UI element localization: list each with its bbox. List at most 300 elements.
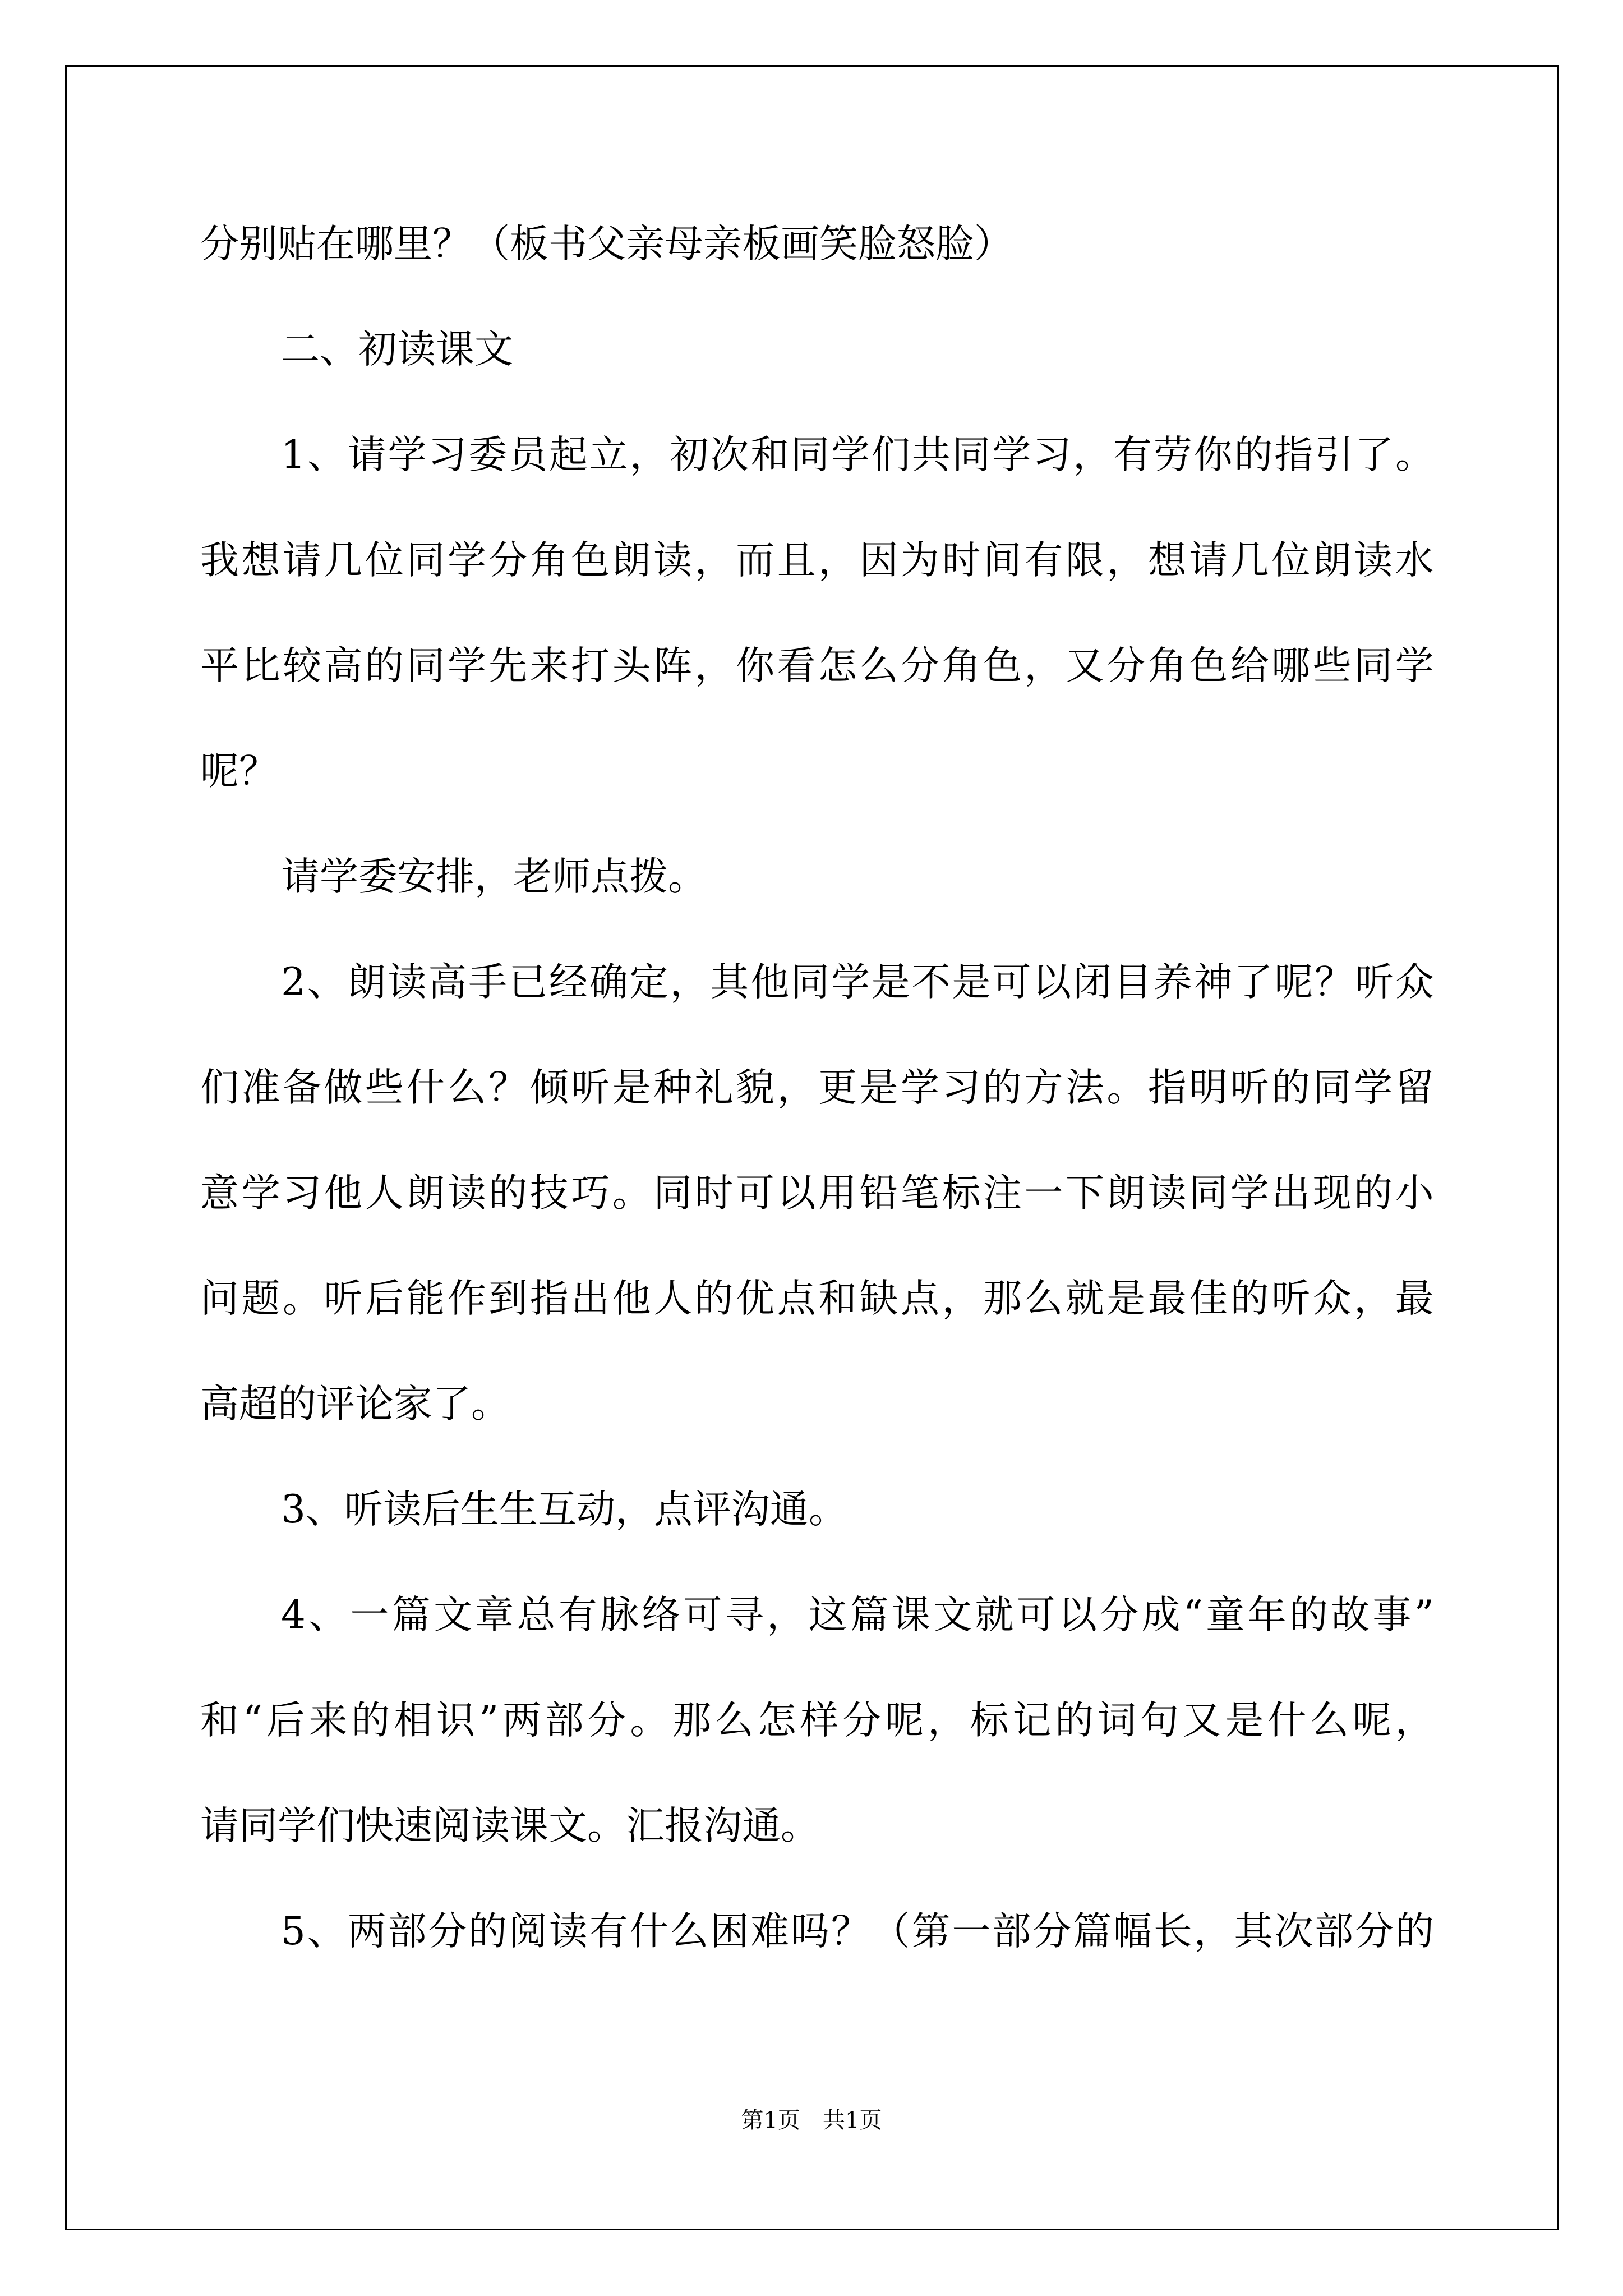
text-char: 1 — [281, 432, 306, 477]
text-char: 句 — [1140, 1698, 1179, 1743]
text-char: 时 — [694, 1171, 734, 1216]
text-char: 同 — [791, 432, 830, 477]
text-char: 读 — [653, 538, 693, 583]
text-char: 课 — [891, 1593, 930, 1637]
text-char: 标 — [942, 1171, 981, 1216]
text-char: 的 — [1271, 1065, 1311, 1110]
text-line: 呢？ — [200, 749, 278, 794]
text-char: 笔 — [900, 1171, 939, 1216]
text-char: 的 — [1055, 1698, 1094, 1743]
text-char: 童 — [1206, 1593, 1245, 1637]
text-char: 么 — [1310, 1698, 1349, 1743]
text-char: 呢 — [885, 1698, 924, 1743]
text-char: 手 — [468, 960, 508, 1005]
text-char: 起 — [548, 432, 588, 477]
text-char: 是 — [859, 1065, 898, 1110]
text-char: 词 — [1098, 1698, 1137, 1743]
text-char: 的 — [1289, 1593, 1328, 1637]
text-char: 听 — [571, 1065, 610, 1110]
text-char: ？ — [488, 1065, 528, 1110]
text-line — [200, 1903, 1434, 2009]
text-char: 问 — [200, 1276, 239, 1321]
text-char: 来 — [308, 1698, 348, 1743]
text-char: 难 — [750, 1909, 790, 1954]
text-char: 是 — [1225, 1698, 1264, 1743]
text-char: 两 — [347, 1909, 386, 1954]
text-char: 可 — [736, 1171, 775, 1216]
text-char: 经 — [548, 960, 588, 1005]
text-char: 听 — [324, 1276, 363, 1321]
text-char: 间 — [983, 538, 1022, 583]
text-char: 技 — [529, 1171, 569, 1216]
text-char: ， — [694, 538, 734, 583]
text-char: 一 — [952, 1909, 991, 1954]
text-char: 目 — [1113, 960, 1152, 1005]
text-char: 同 — [406, 643, 445, 688]
text-char: 先 — [488, 643, 528, 688]
text-char: 分 — [900, 643, 939, 688]
text-char: 他 — [612, 1276, 651, 1321]
text-char: 能 — [406, 1276, 445, 1321]
text-char: 有 — [1113, 432, 1152, 477]
text-char: 朗 — [347, 960, 386, 1005]
text-char: 而 — [736, 538, 775, 583]
text-char: 做 — [324, 1065, 363, 1110]
text-char: 分 — [842, 1698, 882, 1743]
text-char: 不 — [911, 960, 951, 1005]
text-char: ？ — [1315, 960, 1354, 1005]
text-char: 同 — [1189, 1171, 1228, 1216]
text-char: 指 — [1274, 432, 1313, 477]
text-char: 就 — [975, 1593, 1014, 1637]
text-char: ， — [927, 1698, 966, 1743]
text-char: 角 — [1147, 643, 1187, 688]
text-line — [200, 427, 1434, 532]
text-char: 礼 — [694, 1065, 734, 1110]
text-char: 高 — [324, 643, 363, 688]
text-char: 困 — [710, 1909, 749, 1954]
text-char: 学 — [900, 1065, 939, 1110]
text-char: ， — [629, 432, 668, 477]
text-char: 学 — [1354, 1065, 1393, 1110]
text-char: 且 — [777, 538, 816, 583]
text-char: 给 — [1230, 643, 1269, 688]
text-char: 最 — [1395, 1276, 1434, 1321]
document-body — [200, 216, 1434, 2009]
text-char: 的 — [365, 643, 404, 688]
text-char: 神 — [1193, 960, 1233, 1005]
text-line — [200, 954, 1434, 1060]
text-line — [200, 1587, 1434, 1692]
text-char: 下 — [1065, 1171, 1104, 1216]
text-char: 朗 — [1106, 1171, 1146, 1216]
text-char: 同 — [406, 538, 445, 583]
text-char: 的 — [1395, 1909, 1434, 1954]
text-char: 为 — [900, 538, 939, 583]
text-char: 哪 — [1271, 643, 1311, 688]
text-char: 因 — [859, 538, 898, 583]
text-char: 有 — [558, 1593, 597, 1637]
text-char: 是 — [871, 960, 910, 1005]
text-char: 以 — [1058, 1593, 1097, 1637]
text-char: 是 — [1106, 1276, 1146, 1321]
text-char: 的 — [1234, 432, 1273, 477]
text-char: 众 — [1395, 960, 1434, 1005]
text-char: ， — [942, 1276, 981, 1321]
text-char: 注 — [983, 1171, 1022, 1216]
text-char: 。 — [282, 1276, 321, 1321]
text-char: 一 — [1024, 1171, 1063, 1216]
text-char: 种 — [653, 1065, 693, 1110]
text-char: 读 — [1354, 538, 1393, 583]
text-char: 篇 — [1073, 1909, 1112, 1954]
text-char: 学 — [1395, 643, 1434, 688]
text-char: 佳 — [1189, 1276, 1228, 1321]
text-char: 相 — [394, 1698, 433, 1743]
text-char: 可 — [683, 1593, 722, 1637]
text-char: 。 — [1395, 432, 1434, 477]
text-char: 委 — [468, 432, 508, 477]
text-char: 分 — [587, 1698, 626, 1743]
text-line: 请同学们快速阅读课文。汇报沟通。 — [200, 1803, 819, 1848]
text-char: ， — [1354, 1276, 1393, 1321]
text-char: 记 — [1012, 1698, 1052, 1743]
text-char: 4 — [281, 1593, 306, 1637]
text-char: 头 — [612, 643, 651, 688]
text-char: 平 — [200, 643, 239, 688]
text-char: 留 — [1395, 1065, 1434, 1110]
text-char: 优 — [736, 1276, 775, 1321]
text-char: 朗 — [1312, 538, 1352, 583]
text-char: 分 — [428, 1909, 467, 1954]
text-char: 呢 — [1274, 960, 1313, 1005]
text-char: 人 — [365, 1171, 404, 1216]
text-line — [200, 1692, 1434, 1798]
text-char: 出 — [1271, 1171, 1311, 1216]
text-char: 习 — [942, 1065, 981, 1110]
text-char: 人 — [653, 1276, 693, 1321]
text-char: 、 — [307, 1909, 346, 1954]
text-char: 又 — [1065, 643, 1104, 688]
text-char: 的 — [1230, 1276, 1269, 1321]
text-char: 5 — [281, 1909, 306, 1954]
text-char: 可 — [1016, 1593, 1055, 1637]
text-char: 想 — [1147, 538, 1187, 583]
text-char: 事 — [1372, 1593, 1412, 1637]
text-char: 学 — [992, 432, 1031, 477]
text-char: ， — [767, 1593, 806, 1637]
text-char: 更 — [818, 1065, 857, 1110]
text-char: 的 — [983, 1065, 1022, 1110]
text-char: 指 — [1147, 1065, 1187, 1110]
text-char: 我 — [200, 538, 239, 583]
text-char: 了 — [1355, 432, 1394, 477]
text-char: 员 — [509, 432, 548, 477]
text-char: 又 — [1182, 1698, 1221, 1743]
text-char: 角 — [942, 643, 981, 688]
text-char: 你 — [1193, 432, 1233, 477]
text-char: 水 — [1395, 538, 1434, 583]
text-char: 络 — [642, 1593, 681, 1637]
text-char: 部 — [388, 1909, 427, 1954]
text-char: 么 — [1024, 1276, 1063, 1321]
text-char: 色 — [983, 643, 1022, 688]
text-char: 一 — [350, 1593, 389, 1637]
text-char: ， — [1106, 538, 1146, 583]
text-char: 的 — [694, 1276, 734, 1321]
text-char: 学 — [831, 432, 870, 477]
text-char: 请 — [282, 538, 321, 583]
text-char: 方 — [1024, 1065, 1063, 1110]
text-char: 小 — [1395, 1171, 1434, 1216]
text-char: 比 — [241, 643, 280, 688]
text-char: 读 — [1147, 1171, 1187, 1216]
text-char: ， — [1193, 1909, 1233, 1954]
text-char: 幅 — [1113, 1909, 1152, 1954]
text-char: 可 — [992, 960, 1031, 1005]
text-char: 后 — [365, 1276, 404, 1321]
text-char: 次 — [1274, 1909, 1313, 1954]
text-char: ” — [478, 1698, 499, 1743]
text-char: 后 — [266, 1698, 305, 1743]
text-line — [200, 1271, 1434, 1376]
text-char: 备 — [282, 1065, 321, 1110]
text-char: 他 — [324, 1171, 363, 1216]
text-char: 其 — [710, 960, 749, 1005]
text-char: 么 — [447, 1065, 486, 1110]
text-char: 指 — [529, 1276, 569, 1321]
text-line — [200, 1060, 1434, 1165]
text-line — [200, 532, 1434, 638]
text-char: 倾 — [529, 1065, 569, 1110]
text-char: 到 — [488, 1276, 528, 1321]
text-char: 学 — [388, 432, 427, 477]
text-char: 学 — [1230, 1171, 1269, 1216]
text-line: 分别贴在哪里？（板书父亲母亲板画笑脸怒脸） — [200, 222, 1013, 266]
text-char: （ — [871, 1909, 910, 1954]
text-line: 二、初读课文 — [281, 327, 513, 372]
text-char: 么 — [670, 1909, 709, 1954]
text-char: 部 — [545, 1698, 584, 1743]
text-char: 你 — [736, 643, 775, 688]
text-char: 位 — [1271, 538, 1311, 583]
text-char: 请 — [347, 432, 386, 477]
text-char: 长 — [1153, 1909, 1192, 1954]
text-char: 作 — [447, 1276, 486, 1321]
text-char: 初 — [670, 432, 709, 477]
text-char: 点 — [777, 1276, 816, 1321]
text-char: 篇 — [391, 1593, 431, 1637]
text-char: 些 — [1312, 643, 1352, 688]
text-char: 分 — [488, 538, 528, 583]
text-char: 什 — [1267, 1698, 1307, 1743]
text-char: 呢 — [1352, 1698, 1391, 1743]
text-char: ， — [1395, 1698, 1434, 1743]
text-char: 来 — [529, 643, 569, 688]
text-char: 那 — [983, 1276, 1022, 1321]
text-char: 共 — [911, 432, 951, 477]
text-char: 是 — [612, 1065, 651, 1110]
text-char: 年 — [1247, 1593, 1287, 1637]
text-char: 是 — [952, 960, 991, 1005]
text-char: ？ — [831, 1909, 870, 1954]
text-char: 法 — [1065, 1065, 1104, 1110]
text-char: 的 — [468, 1909, 508, 1954]
text-char: 点 — [900, 1276, 939, 1321]
text-char: 分 — [1106, 643, 1146, 688]
text-char: 就 — [1065, 1276, 1104, 1321]
text-char: 么 — [714, 1698, 754, 1743]
text-char: 有 — [589, 1909, 628, 1954]
text-char: 。 — [630, 1698, 669, 1743]
text-char: 学 — [831, 960, 870, 1005]
text-char: 众 — [1312, 1276, 1352, 1321]
text-char: 分 — [1355, 1909, 1394, 1954]
text-char: 的 — [351, 1698, 390, 1743]
text-char: 习 — [1032, 432, 1072, 477]
text-char: 习 — [428, 432, 467, 477]
text-char: 们 — [200, 1065, 239, 1110]
text-char: ， — [670, 960, 709, 1005]
text-char: 的 — [488, 1171, 528, 1216]
text-char: 读 — [548, 1909, 588, 1954]
text-char: “ — [1183, 1593, 1204, 1637]
text-char: 习 — [282, 1171, 321, 1216]
text-char: 那 — [672, 1698, 712, 1743]
text-char: 文 — [433, 1593, 472, 1637]
text-char: 。 — [1106, 1065, 1146, 1110]
text-char: 意 — [200, 1171, 239, 1216]
text-char: 们 — [871, 432, 910, 477]
text-char: 准 — [241, 1065, 280, 1110]
text-char: 同 — [653, 1171, 693, 1216]
page-footer: 第1页 共1页 — [741, 2108, 882, 2133]
text-char: 样 — [800, 1698, 839, 1743]
text-line: 3、听读后生生互动，点评沟通。 — [281, 1487, 847, 1532]
text-char: 怎 — [757, 1698, 796, 1743]
text-char: 、 — [308, 1593, 348, 1637]
text-char: 立 — [589, 432, 628, 477]
text-char: 2 — [281, 960, 306, 1005]
text-char: 阅 — [509, 1909, 548, 1954]
text-char: 几 — [1230, 538, 1269, 583]
text-char: 故 — [1331, 1593, 1370, 1637]
text-char: 识 — [436, 1698, 476, 1743]
text-char: 两 — [502, 1698, 541, 1743]
text-char: ， — [694, 643, 734, 688]
text-char: ， — [1024, 643, 1063, 688]
text-char: 定 — [629, 960, 668, 1005]
text-char: 以 — [777, 1171, 816, 1216]
text-char: 标 — [970, 1698, 1009, 1743]
text-char: 和 — [750, 432, 790, 477]
text-char: 色 — [571, 538, 610, 583]
text-char: 学 — [447, 643, 486, 688]
text-line — [200, 638, 1434, 743]
text-char: 寻 — [725, 1593, 764, 1637]
text-char: 色 — [1189, 643, 1228, 688]
text-char: 章 — [475, 1593, 514, 1637]
text-char: 和 — [818, 1276, 857, 1321]
text-char: 篇 — [850, 1593, 889, 1637]
text-char: 学 — [241, 1171, 280, 1216]
text-char: 么 — [859, 643, 898, 688]
text-char: 听 — [1230, 1065, 1269, 1110]
text-char: ， — [818, 538, 857, 583]
text-char: 貌 — [736, 1065, 775, 1110]
text-line — [200, 1165, 1434, 1271]
text-char: 读 — [447, 1171, 486, 1216]
text-char: 这 — [808, 1593, 847, 1637]
text-char: 。 — [612, 1171, 651, 1216]
text-char: 几 — [324, 538, 363, 583]
text-char: 出 — [571, 1276, 610, 1321]
text-char: 巧 — [571, 1171, 610, 1216]
text-char: 限 — [1065, 538, 1104, 583]
text-char: 同 — [791, 960, 830, 1005]
text-char: 读 — [388, 960, 427, 1005]
text-char: 同 — [1312, 1065, 1352, 1110]
text-char: 朗 — [612, 538, 651, 583]
text-char: 养 — [1153, 960, 1192, 1005]
text-char: 确 — [589, 960, 628, 1005]
text-char: 题 — [241, 1276, 280, 1321]
text-char: 位 — [365, 538, 404, 583]
text-char: 打 — [571, 643, 610, 688]
text-char: 了 — [1234, 960, 1273, 1005]
text-char: 脉 — [600, 1593, 639, 1637]
text-char: 想 — [241, 538, 280, 583]
text-char: 同 — [1354, 643, 1393, 688]
text-char: 已 — [509, 960, 548, 1005]
text-char: ” — [1414, 1593, 1434, 1637]
text-char: 高 — [428, 960, 467, 1005]
text-char: 有 — [1024, 538, 1063, 583]
text-char: 部 — [1315, 1909, 1354, 1954]
text-char: 同 — [952, 432, 991, 477]
text-char: 引 — [1315, 432, 1354, 477]
text-char: 的 — [1354, 1171, 1393, 1216]
text-char: 铅 — [859, 1171, 898, 1216]
text-char: 他 — [750, 960, 790, 1005]
text-line: 请学委安排，老师点拨。 — [281, 854, 707, 899]
text-char: 、 — [307, 960, 346, 1005]
text-char: 劳 — [1153, 432, 1192, 477]
text-char: 、 — [307, 432, 346, 477]
text-char: 现 — [1312, 1171, 1352, 1216]
text-char: 看 — [777, 643, 816, 688]
text-char: 总 — [517, 1593, 556, 1637]
text-char: 时 — [942, 538, 981, 583]
text-char: 成 — [1141, 1593, 1181, 1637]
text-char: ， — [1073, 432, 1112, 477]
text-char: 请 — [1189, 538, 1228, 583]
text-char: 用 — [818, 1171, 857, 1216]
text-char: 明 — [1189, 1065, 1228, 1110]
text-char: 分 — [1100, 1593, 1139, 1637]
text-char: ， — [777, 1065, 816, 1110]
text-char: 分 — [1032, 1909, 1072, 1954]
text-char: 吗 — [791, 1909, 830, 1954]
text-char: 听 — [1271, 1276, 1311, 1321]
text-char: 以 — [1032, 960, 1072, 1005]
text-char: 听 — [1355, 960, 1394, 1005]
text-char: 和 — [200, 1698, 239, 1743]
text-char: 缺 — [859, 1276, 898, 1321]
text-line: 高超的评论家了。 — [200, 1382, 510, 1427]
text-char: 次 — [710, 432, 749, 477]
text-char: 什 — [629, 1909, 668, 1954]
